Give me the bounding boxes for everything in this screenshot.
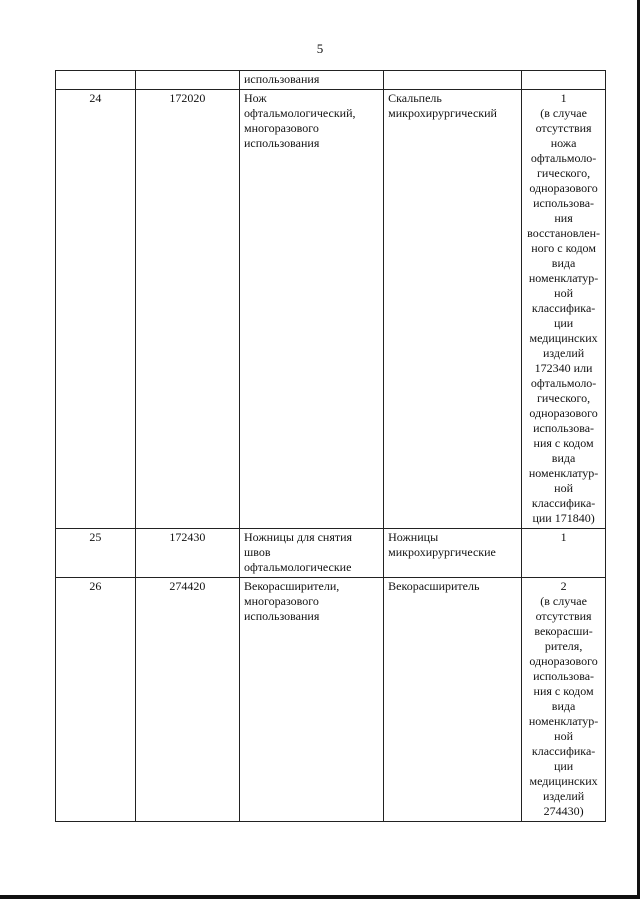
- qty-note-line: ного с кодом: [531, 241, 596, 255]
- qty-note-line: 172340 или: [534, 361, 593, 375]
- cell-num: [56, 71, 136, 90]
- cell-code: 172020: [135, 90, 239, 529]
- table-row: [56, 90, 606, 529]
- qty-note-line: ции: [553, 316, 574, 330]
- cell-name-line: использования: [244, 136, 320, 150]
- qty-note-line: использова-: [533, 196, 595, 210]
- qty-note-line: одноразового: [529, 406, 598, 420]
- qty-note-line: вида: [551, 451, 576, 465]
- qty-note-line: ния: [554, 211, 573, 225]
- cell-code: 172430: [135, 529, 239, 578]
- cell-device: [384, 529, 522, 578]
- qty-note-line: гического,: [536, 391, 591, 405]
- cell-name-line: многоразового: [244, 121, 319, 135]
- cell-device: [384, 71, 522, 90]
- qty-note-line: вида: [551, 256, 576, 270]
- qty-note-line: ножа: [550, 136, 577, 150]
- cell-device-line: Скальпель: [388, 91, 442, 105]
- cell-name-line: Векорасширители,: [244, 579, 340, 593]
- cell-name-line: многоразового: [244, 594, 319, 608]
- cell-device: [384, 578, 522, 822]
- qty-note-line: ной: [554, 729, 573, 743]
- qty-note-line: ния с кодом: [533, 436, 594, 450]
- qty-note-line: классифика-: [531, 301, 596, 315]
- table-row: [56, 529, 606, 578]
- equipment-table: [55, 70, 606, 822]
- qty-note-line: ции 171840): [532, 511, 595, 525]
- qty-note-line: номенклатур-: [528, 271, 599, 285]
- qty-note-line: медицинских: [529, 774, 598, 788]
- cell-name: [240, 90, 384, 529]
- qty-note-line: 274430): [543, 804, 584, 818]
- qty-value: 1: [560, 91, 567, 105]
- cell-code: [135, 71, 239, 90]
- cell-name-line: использования: [244, 609, 320, 623]
- qty-value: 2: [560, 579, 567, 593]
- qty-note-line: отсутствия: [535, 121, 592, 135]
- qty-note-line: номенклатур-: [528, 466, 599, 480]
- qty-note-line: использова-: [533, 669, 595, 683]
- cell-qty: [522, 90, 606, 529]
- page-number: 5: [316, 41, 324, 56]
- qty-note-line: номенклатур-: [528, 714, 599, 728]
- qty-note-line: гического,: [536, 166, 591, 180]
- cell-name: [240, 578, 384, 822]
- cell-device-line: Векорасширитель: [388, 579, 480, 593]
- cell-name-line: офтальмологический,: [244, 106, 356, 120]
- cell-device-line: микрохирургический: [388, 106, 497, 120]
- qty-note-line: рителя,: [544, 639, 583, 653]
- cell-name-line: офтальмологические: [244, 560, 352, 574]
- cell-num: 24: [56, 90, 136, 529]
- qty-note-line: векорасши-: [534, 624, 593, 638]
- qty-note-line: ции: [553, 759, 574, 773]
- qty-note-line: вида: [551, 699, 576, 713]
- cell-name: использования: [240, 71, 384, 90]
- cell-device: [384, 90, 522, 529]
- cell-qty: [522, 71, 606, 90]
- qty-note-line: ной: [554, 286, 573, 300]
- qty-value: 1: [560, 530, 567, 544]
- scan-border-bottom: [0, 895, 640, 899]
- cell-code: 274420: [135, 578, 239, 822]
- cell-num: 25: [56, 529, 136, 578]
- cell-device-line: Ножницы: [388, 530, 439, 544]
- qty-note-line: офтальмоло-: [530, 151, 597, 165]
- qty-note-line: изделий: [542, 346, 585, 360]
- qty-note-line: отсутствия: [535, 609, 592, 623]
- qty-note-line: восстановлен-: [527, 226, 601, 240]
- qty-note-line: одноразового: [529, 181, 598, 195]
- qty-note-line: классифика-: [531, 744, 596, 758]
- cell-num: 26: [56, 578, 136, 822]
- qty-note-line: классифика-: [531, 496, 596, 510]
- cell-qty: [522, 529, 606, 578]
- qty-note-line: медицинских: [529, 331, 598, 345]
- cell-qty: [522, 578, 606, 822]
- cell-device-line: микрохирургические: [388, 545, 496, 559]
- cell-name-line: Ножницы для снятия: [244, 530, 353, 544]
- qty-note-line: офтальмоло-: [530, 376, 597, 390]
- qty-note-line: ния с кодом: [533, 684, 594, 698]
- qty-note-line: изделий: [542, 789, 585, 803]
- cell-name-line: Нож: [244, 91, 267, 105]
- cell-name: [240, 529, 384, 578]
- table-row: [56, 578, 606, 822]
- qty-note-line: использова-: [533, 421, 595, 435]
- qty-note-line: одноразового: [529, 654, 598, 668]
- qty-note-line: (в случае: [540, 594, 587, 608]
- qty-note-line: (в случае: [540, 106, 587, 120]
- table-row-continued: [56, 71, 606, 90]
- qty-note-line: ной: [554, 481, 573, 495]
- cell-name-line: швов: [244, 545, 271, 559]
- table-body: [56, 71, 606, 822]
